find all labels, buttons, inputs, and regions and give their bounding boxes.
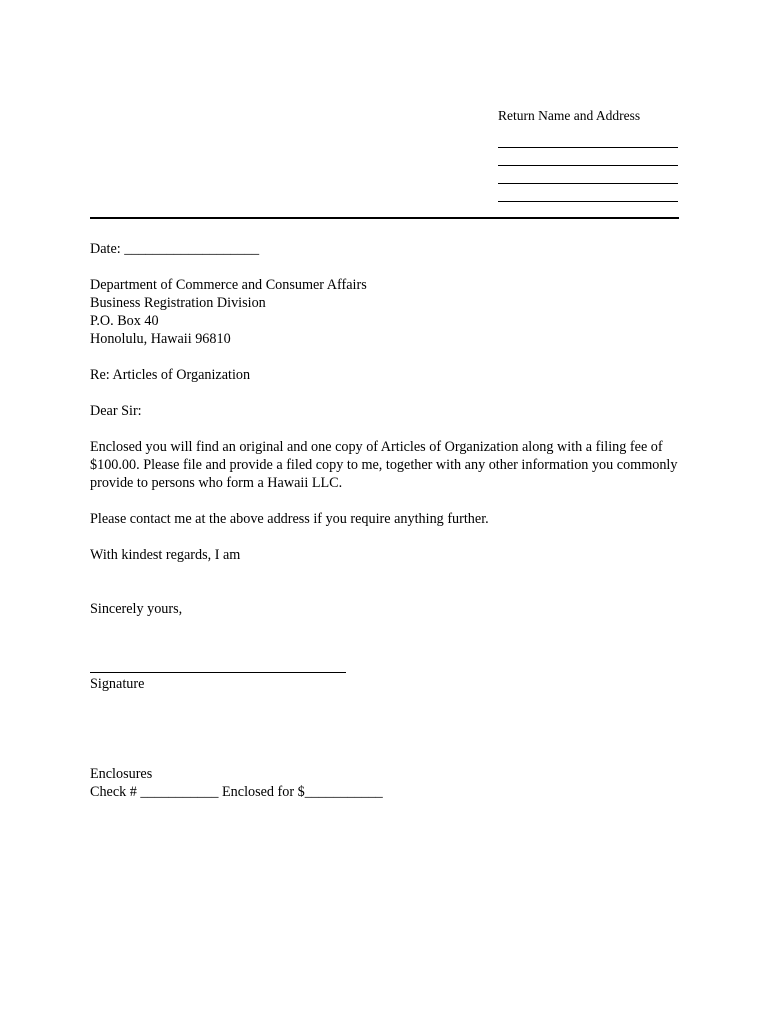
recipient-address (90, 276, 690, 348)
enclosures-spacer-2 (90, 747, 690, 765)
return-address-blank-line-4 (498, 201, 678, 202)
paragraph-3: With kindest regards, I am (90, 547, 241, 563)
enclosures-spacer (90, 693, 690, 747)
closing: Sincerely yours, (90, 601, 183, 617)
salutation: Dear Sir: (90, 403, 142, 419)
paragraph-1: Enclosed you will find an original and one copy of Articles of Organization along with a filing fee of $100.00. Please file and provide a filed copy to me, together with any other information you commonly provide to persons who form a Hawaii LLC. (90, 439, 678, 491)
closing-spacer (90, 582, 690, 600)
signature-line (90, 672, 346, 673)
enclosures-heading: Enclosures (90, 766, 153, 782)
return-address-title: Return Name and Address (498, 108, 641, 123)
signature-label: Signature (90, 676, 145, 692)
recipient-line-1: Department of Commerce and Consumer Affairs (90, 277, 367, 293)
check-line: Check # ___________ Enclosed for $___________ (90, 784, 383, 800)
header-divider (90, 217, 679, 219)
recipient-line-4: Honolulu, Hawaii 96810 (90, 331, 231, 347)
date-line: Date: ___________________ (90, 241, 260, 257)
subject-line: Re: Articles of Organization (90, 367, 251, 383)
signature-spacer (90, 636, 690, 672)
return-address-blank-line-3 (498, 183, 678, 184)
return-address-blank-line-1 (498, 147, 678, 148)
return-address-block (498, 108, 680, 202)
paragraph-2: Please contact me at the above address if you require anything further. (90, 511, 489, 527)
enclosures-block (90, 765, 690, 801)
letter-body (90, 240, 690, 801)
return-address-blank-line-2 (498, 165, 678, 166)
recipient-line-3: P.O. Box 40 (90, 313, 159, 329)
recipient-line-2: Business Registration Division (90, 295, 266, 311)
